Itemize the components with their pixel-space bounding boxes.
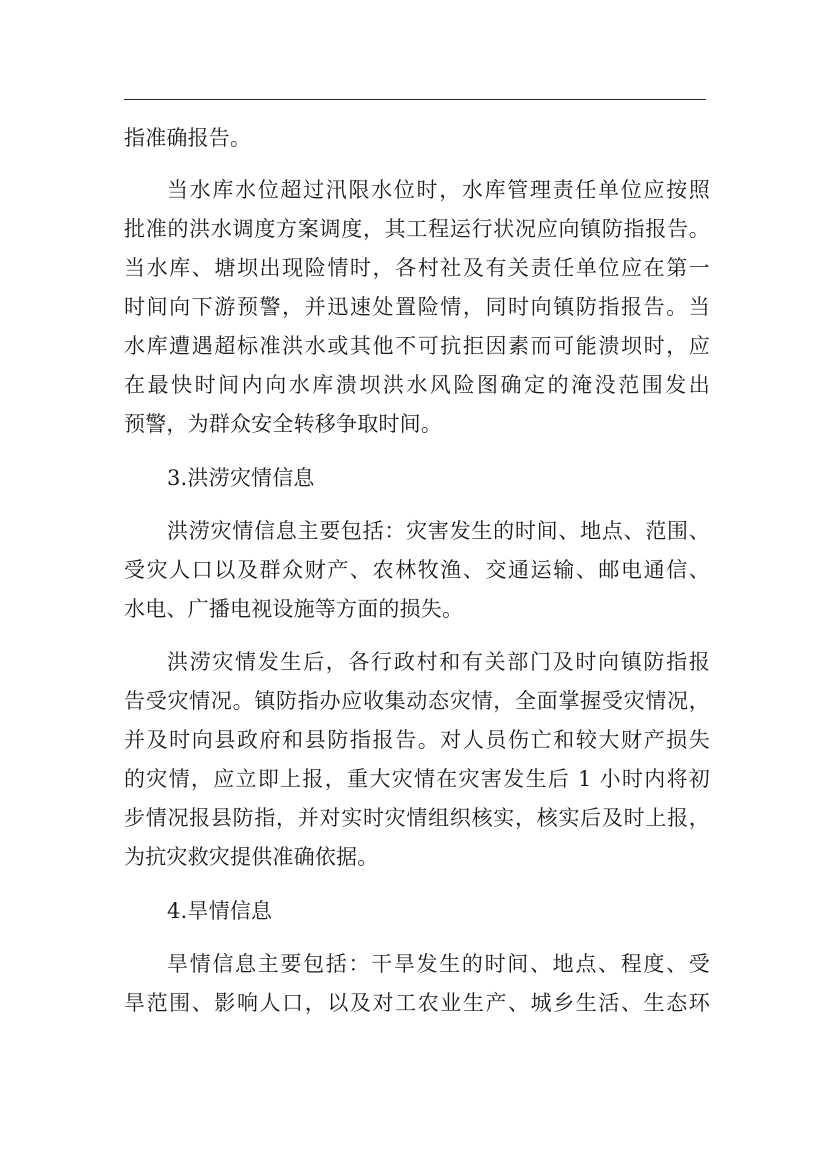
text-line: 洪涝灾情发生后，各行政村和有关部门及时向镇防指报 bbox=[167, 650, 710, 674]
section-heading: 3.洪涝灾情信息 bbox=[167, 466, 315, 490]
text-line: 的灾情，应立即上报，重大灾情在灾害发生后 1 小时内将初 bbox=[124, 767, 710, 791]
text-line: 旱情信息主要包括：干旱发生的时间、地点、程度、受 bbox=[167, 952, 710, 976]
text-line: 当水库、塘坝出现险情时，各村社及有关责任单位应在第一 bbox=[124, 256, 710, 280]
text-line: 在最快时间内向水库溃坝洪水风险图确定的淹没范围发出 bbox=[124, 373, 710, 397]
header-rule bbox=[124, 99, 706, 100]
text-line: 步情况报县防指，并对实时灾情组织核实，核实后及时上报， bbox=[124, 806, 710, 830]
text-line: 并及时向县政府和县防指报告。对人员伤亡和较大财产损失 bbox=[124, 728, 710, 752]
text-line: 为抗灾救灾提供准确依据。 bbox=[124, 845, 379, 869]
text-line: 当水库水位超过汛限水位时，水库管理责任单位应按照 bbox=[167, 178, 710, 202]
text-line: 水电、广播电视设施等方面的损失。 bbox=[124, 597, 464, 621]
text-line: 批准的洪水调度方案调度，其工程运行状况应向镇防指报告。 bbox=[124, 217, 710, 241]
text-line: 旱范围、影响人口，以及对工农业生产、城乡生活、生态环 bbox=[124, 991, 710, 1015]
text-line: 告受灾情况。镇防指办应收集动态灾情，全面掌握受灾情况， bbox=[124, 689, 710, 713]
text-line: 受灾人口以及群众财产、农林牧渔、交通运输、邮电通信、 bbox=[124, 558, 710, 582]
text-line: 水库遭遇超标准洪水或其他不可抗拒因素而可能溃坝时，应 bbox=[124, 334, 710, 358]
text-line: 指准确报告。 bbox=[124, 126, 252, 150]
text-line: 时间向下游预警，并迅速处置险情，同时向镇防指报告。当 bbox=[124, 295, 710, 319]
text-line: 洪涝灾情信息主要包括：灾害发生的时间、地点、范围、 bbox=[167, 519, 710, 543]
section-heading: 4.旱情信息 bbox=[167, 899, 273, 923]
text-line: 预警，为群众安全转移争取时间。 bbox=[124, 412, 442, 436]
